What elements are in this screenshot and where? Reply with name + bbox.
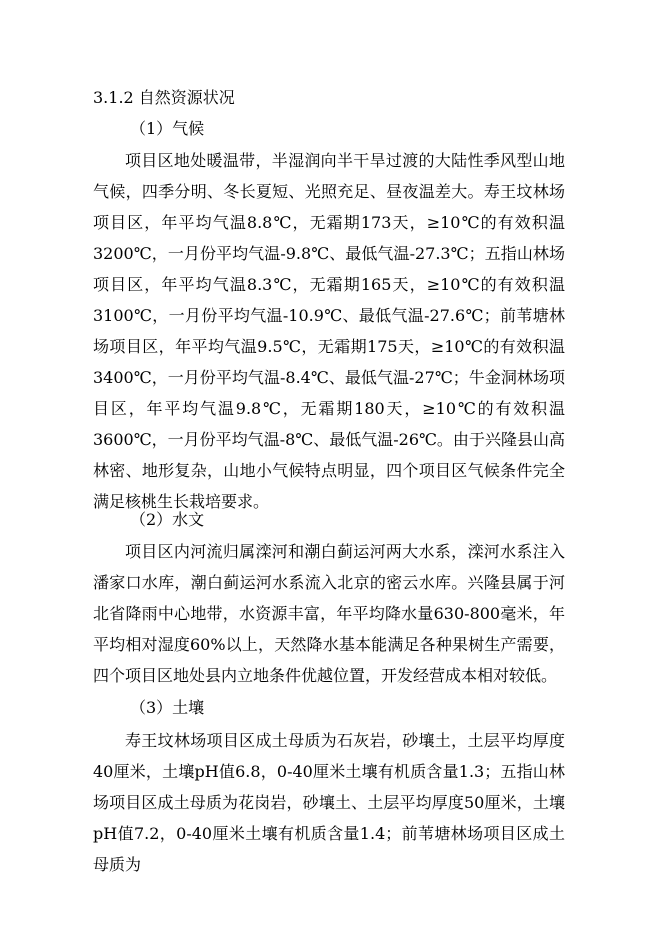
climate-paragraph: 项目区地处暖温带，半湿润向半干旱过渡的大陆性季风型山地气候，四季分明、冬长夏短、光照充足、昼夜温差大。寿王坟林场项目区，年平均气温8.8℃，无霜期173天，≥10℃的有效积温3200℃，一月份平均气温-9.8℃、最低气温-27.3℃；五指山林场项目区，年平均气温8.3℃，无霜期165天，≥10℃的有效积温3100℃，一月份平均气温-10.9℃、最低气温-27.6℃；前苇塘林场项目区，年平均气温9.5℃，无霜期175天，≥10℃的有效积温3400℃，一月份平均气温-8.4℃、最低气温-27℃；牛金洞林场项目区，年平均气温9.8℃，无霜期180天，≥10℃的有效积温3600℃，一月份平均气温-8℃、最低气温-26℃。由于兴隆县山高林密、地形复杂，山地小气候特点明显，四个项目区气候条件完全满足核桃生长栽培要求。 (93, 151, 565, 511)
section-title: 3.1.2 自然资源状况 (93, 88, 235, 107)
hydrology-heading: （2）水文 (130, 510, 205, 529)
hydrology-paragraph: 项目区内河流归属滦河和潮白蓟运河两大水系，滦河水系注入潘家口水库，潮白蓟运河水系流入北京的密云水库。兴隆县属于河北省降雨中心地带，水资源丰富，年平均降水量630-800毫米，年平均相对湿度60%以上，天然降水基本能满足各种果树生产需要，四个项目区地处县内立地条件优越位置，开发经营成本相对较低。 (93, 542, 565, 685)
soil-heading: （3）土壤 (130, 698, 205, 717)
soil-paragraph: 寿王坟林场项目区成土母质为石灰岩，砂壤土，土层平均厚度40厘米，土壤pH值6.8，0-40厘米土壤有机质含量1.3；五指山林场项目区成土母质为花岗岩，砂壤土、土层平均厚度50厘米，土壤pH值7.2，0-40厘米土壤有机质含量1.4；前苇塘林场项目区成土母质为 (93, 731, 565, 874)
climate-heading: （1）气候 (130, 119, 205, 138)
